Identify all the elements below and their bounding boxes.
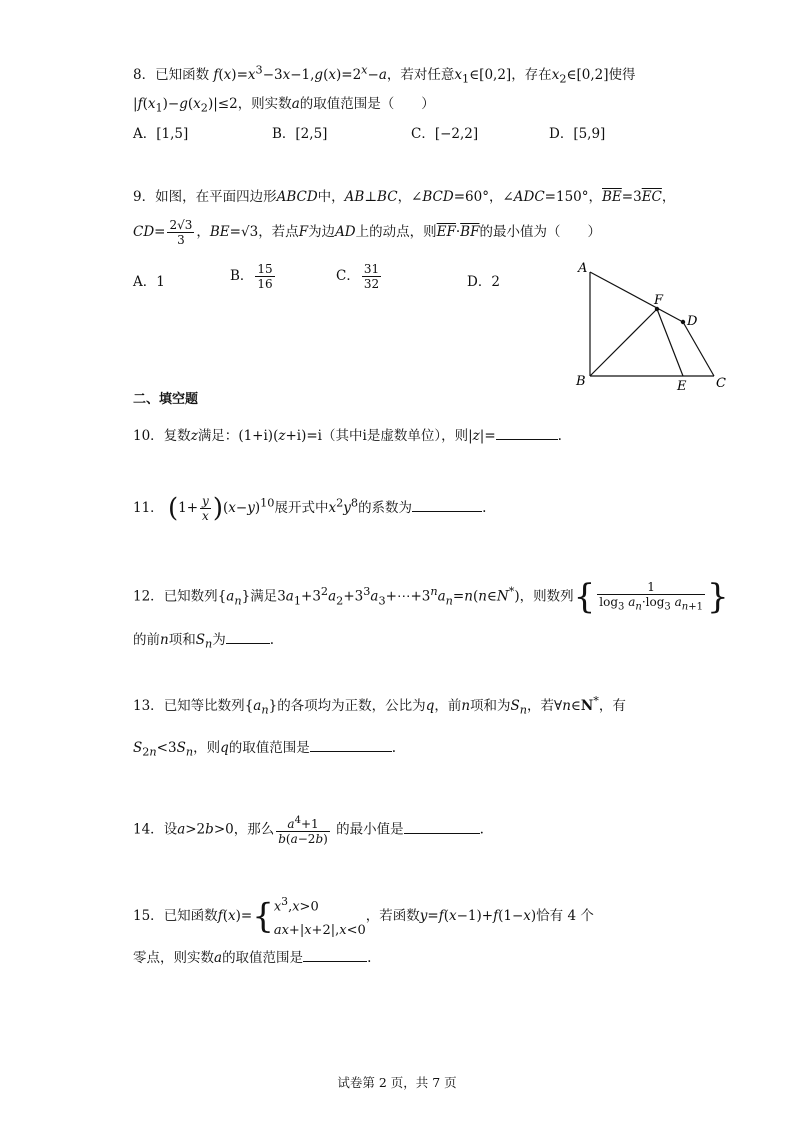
section-title: 二、填空题 <box>133 392 199 407</box>
label-c: C <box>716 376 726 391</box>
q8-option-c: C．[−2,2] <box>411 126 479 142</box>
question-9: 9．如图，在平面四边形ABCD中，AB⊥BC，∠BCD=60°，∠ADC=150°，$\overline{BE}=3\overline{EC}$， <box>133 189 676 205</box>
q9-option-c: C． $\frac{31}{32}$ <box>336 262 380 291</box>
answer-blank-15[interactable] <box>303 949 367 962</box>
label-d: D <box>687 314 698 329</box>
question-11: 11． (1+ $\frac{y}{x}$ )$(x-y)^{10}$展开式中$x^2y^8$的系数为 . <box>133 493 487 524</box>
question-15: 15．已知函数f(x)={ $x^3,x>0$ ax+|x+2|,x<0 ，若函数y=f(x−1)+f(1−x)恰有 4 个 <box>133 895 594 939</box>
question-12-line2: 的前n项和$S_n$为 . <box>133 632 274 651</box>
edge-ad <box>590 272 683 322</box>
q8-option-d: D．[5,9] <box>549 126 606 142</box>
label-e: E <box>677 379 687 394</box>
segment-fe <box>657 309 683 376</box>
answer-blank-10[interactable] <box>496 427 558 440</box>
page-footer: 试卷第 2 页，共 7 页 <box>337 1075 457 1090</box>
answer-blank-12[interactable] <box>226 631 270 644</box>
question-13-line2: $S_{2n}<3S_n$，则q的取值范围是 . <box>133 740 397 759</box>
question-9-line2: CD= $\frac{2√3}{3}$ ，BE=√3，若点F为边AD上的动点，则$\overline{EF}\cdot\overline{BF}$的最小值为（ ） <box>133 218 601 247</box>
question-12: 12．已知数列$\{a_n\}$满足$3a_1+3^2a_2+3^3a_3+\cdots+3^na_n=n(n\in N^*)$，则数列{ $\frac{1}{\log_3 a_n\cdot\log_3 a_{n+1}}$ } <box>133 577 729 618</box>
q8-option-a: A．[1,5] <box>133 126 189 142</box>
answer-blank-13[interactable] <box>310 739 392 752</box>
q9-option-d: D．2 <box>467 274 500 290</box>
label-b: B <box>576 374 586 389</box>
question-8-line2: $|f(x_1)-g(x_2)|\le 2$，则实数a的取值范围是（ ） <box>133 96 435 115</box>
q9-option-b: B． $\frac{15}{16}$ <box>230 262 273 291</box>
question-14: 14．设a>2b>0，那么 $\frac{a^4+1}{b(a-2b)}$ 的最小值是 . <box>133 815 484 846</box>
quadrilateral-figure <box>572 258 732 398</box>
label-a: A <box>578 261 588 276</box>
edge-cd <box>683 322 714 376</box>
answer-blank-11[interactable] <box>412 499 482 512</box>
answer-blank-14[interactable] <box>404 821 480 834</box>
question-15-line2: 零点，则实数a的取值范围是 . <box>133 950 372 966</box>
question-13: 13．已知等比数列$\{a_n\}$的各项均为正数，公比为q，前n项和为$S_n$，若∀n∈N*，有 <box>133 694 626 717</box>
point-d <box>681 320 685 324</box>
q9-option-a: A．1 <box>133 274 165 290</box>
segment-bf <box>590 309 657 376</box>
question-8: 8．已知函数 $f(x)=x^3-3x-1,g(x)=2^x-a$，若对任意$x_1\in[0,2]$，存在$x_2\in[0,2]$使得 <box>133 63 636 86</box>
question-10: 10．复数z满足：(1+i)(z+i)=i（其中i是虚数单位），则|z|= . <box>133 428 562 444</box>
q8-option-b: B．[2,5] <box>272 126 328 142</box>
label-f: F <box>654 293 664 308</box>
